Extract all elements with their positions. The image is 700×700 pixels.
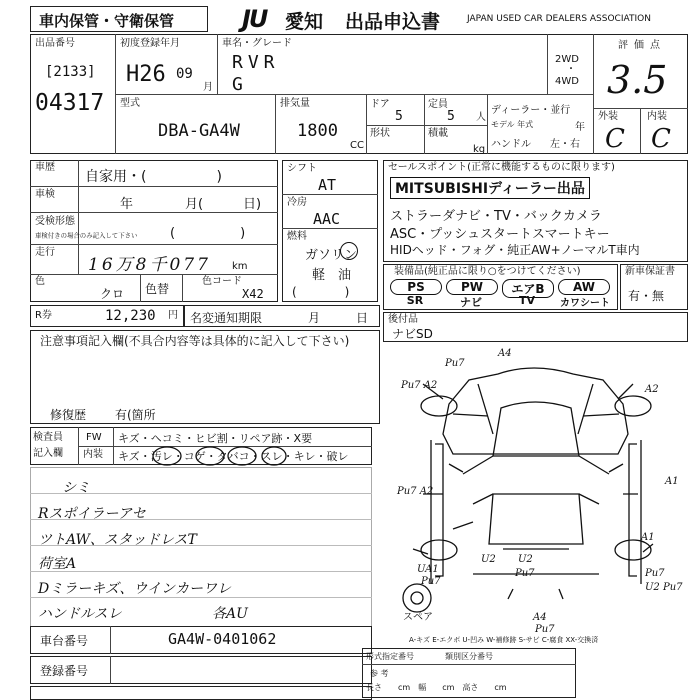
mark-back-a4: A4 xyxy=(533,612,547,623)
model-year-label: モデル 年式 xyxy=(491,120,534,129)
handle-label: ハンドル xyxy=(491,139,531,150)
drive-2wd: 2WD xyxy=(555,54,579,65)
name-change-day: 日 xyxy=(356,311,369,325)
acceptance-note: 車検付きの場合のみ記入して下さい xyxy=(35,231,138,240)
name-change-month: 月 xyxy=(308,311,321,325)
lot-sub-number: [2133] xyxy=(45,64,96,80)
warranty-value: 有・無 xyxy=(628,289,665,303)
mark-rear-left-u2: U2 xyxy=(481,554,496,565)
equipment-tv: TV xyxy=(518,294,536,307)
mark-right-back: U2 Pu7 xyxy=(645,582,683,593)
interior-grade: C xyxy=(651,124,671,154)
drive-4wd: 4WD xyxy=(555,76,579,87)
mark-left-front: Pu7 A2 xyxy=(401,380,438,391)
note-line-6: ハンドルスレ xyxy=(38,606,122,622)
notes-label: 注意事項記入欄(不具合内容等は具体的に記入して下さい) xyxy=(40,334,350,348)
fuel-label: 燃料 xyxy=(287,231,307,242)
chassis-label: 車台番号 xyxy=(40,634,89,648)
mark-left-rear-ua1: UA1 xyxy=(417,564,439,575)
cert-label: 形式指定番号 xyxy=(366,652,414,661)
equipment-pw: PW xyxy=(446,279,498,295)
registration-year: H26 xyxy=(126,62,166,87)
cert-dims: 長さ cm 幅 cm 高さ cm xyxy=(366,683,507,692)
drive-sep: ・ xyxy=(566,64,576,75)
shift-label: シフト xyxy=(287,163,317,174)
score-value: 3.5 xyxy=(607,58,668,102)
cert-class-label: 類別区分番号 xyxy=(445,652,493,661)
interior-label: 内装 xyxy=(647,111,667,122)
equipment-airbag: エアB xyxy=(502,279,554,298)
cert-ref: 参 考 xyxy=(370,669,389,678)
history-value: 自家用・( ) xyxy=(85,169,222,185)
storage-label-box xyxy=(30,6,208,32)
form-title: 出品申込書 xyxy=(345,11,441,33)
doors-label: ドア xyxy=(370,99,390,110)
model-value: DBA-GA4W xyxy=(158,121,240,141)
ju-logo: JU xyxy=(242,5,267,33)
storage-label: 車内保管・守衛保管 xyxy=(39,12,175,30)
recycle-value: 12,230 xyxy=(105,308,156,324)
chassis-number: GA4W-0401062 xyxy=(168,630,277,648)
equipment-navi: ナビ xyxy=(460,296,482,309)
name-change-label: 名変通知期限 xyxy=(190,311,263,325)
registration-month: 09 xyxy=(176,66,193,82)
selling-point-3: ASC・プッシュスタートスマートキー xyxy=(390,227,610,242)
selling-point-2: ストラーダナビ・TV・バックカメラ xyxy=(390,209,602,224)
car-name-label: 車名・グレード xyxy=(222,38,292,49)
color-change-label: 色替 xyxy=(145,282,170,296)
fuel-gasoline: ガソリン xyxy=(305,248,358,263)
inspector-circle-marks xyxy=(150,442,290,468)
inspector-interior-items: キズ・汚レ・コゲ・タバコ・スレ・キレ・破レ xyxy=(118,450,349,463)
bottom-strip xyxy=(30,686,372,700)
note-line-7: 各AU xyxy=(212,606,248,622)
color-code-label: 色コード xyxy=(202,276,242,287)
car-name: RVR xyxy=(232,52,280,73)
mileage-label: 走行 xyxy=(35,247,55,258)
displacement-label: 排気量 xyxy=(280,98,310,109)
capacity-label: 定員 xyxy=(428,99,448,110)
fuel-paren: ( ) xyxy=(292,285,350,299)
mark-right-rear-pu7: Pu7 xyxy=(645,568,665,579)
spare-label: スペア xyxy=(403,612,433,623)
registration-label: 初度登録年月 xyxy=(120,38,180,49)
inspection-month-unit: 月( xyxy=(185,197,204,212)
mark-rear-u2: U2 xyxy=(518,554,533,565)
aftermarket-label: 後付品 xyxy=(388,314,418,325)
exterior-grade: C xyxy=(605,124,625,154)
note-line-2: Rスポイラーアセ xyxy=(38,506,146,522)
equipment-label: 装備品(純正品に限り○をつけてください) xyxy=(394,266,581,277)
selling-point-1: MITSUBISHIディーラー出品 xyxy=(390,177,590,199)
recycle-unit: 円 xyxy=(168,310,178,321)
equipment-sr: SR xyxy=(406,294,424,307)
mark-back-pu7: Pu7 xyxy=(535,624,555,635)
capacity-unit: 人 xyxy=(476,112,486,123)
history-label: 車歴 xyxy=(35,162,55,173)
equipment-aw: AW xyxy=(558,279,610,295)
registration-month-suffix: 月 xyxy=(203,82,213,93)
inspection-year-unit: 年 xyxy=(120,197,134,212)
equipment-ps: PS xyxy=(390,279,442,295)
inspector-fw-label: FW xyxy=(86,432,102,443)
selling-points-label: セールスポイント(正常に機能するものに限ります) xyxy=(388,162,615,173)
aftermarket-value: ナビSD xyxy=(392,327,433,341)
inspection-day-unit: 日) xyxy=(243,197,262,212)
org-name: 愛知 xyxy=(285,11,324,33)
note-line-5: Dミラーキズ、ウインカーワレ xyxy=(38,581,231,597)
ac-value: AAC xyxy=(313,210,341,228)
exterior-label: 外装 xyxy=(598,111,618,122)
mileage-value: 16万8千077 xyxy=(88,255,211,275)
equipment-leather-seat: カワシート xyxy=(560,298,610,309)
color-code: X42 xyxy=(242,287,264,301)
mark-right-rear: A1 xyxy=(641,532,655,543)
handle-options: 左・右 xyxy=(550,139,580,150)
fuel-circle-mark xyxy=(340,242,358,260)
damage-legend: A-キズ E-エクボ U-凹み W-補修跡 S-サビ C-腐食 XX-交換済 xyxy=(409,636,599,644)
load-unit: kg xyxy=(473,144,486,155)
note-line-4: 荷室A xyxy=(38,556,77,572)
model-year-unit: 年 xyxy=(575,122,585,133)
fuel-diesel: 軽 油 xyxy=(312,268,352,283)
lot-number: 04317 xyxy=(35,90,105,116)
dealer-import: ディーラー・並行 xyxy=(491,105,571,116)
displacement-value: 1800 xyxy=(297,121,338,141)
mark-left-rear-pu7: Pu7 xyxy=(421,576,441,587)
note-line-1: シミ xyxy=(62,480,90,496)
model-label: 型式 xyxy=(120,98,140,109)
inspector-fw-items: キズ・ヘコミ・ヒビ割・リペア跡・X要 xyxy=(118,432,313,445)
inspection-label: 車検 xyxy=(35,189,55,200)
acceptance-paren: ( ) xyxy=(170,226,246,241)
color-label: 色 xyxy=(35,276,45,287)
mark-rear-pu7: Pu7 xyxy=(515,568,535,579)
recycle-label: R券 xyxy=(35,310,52,321)
car-damage-diagram xyxy=(383,344,688,644)
capacity-value: 5 xyxy=(447,109,455,124)
ac-label: 冷房 xyxy=(287,197,307,208)
mark-front-pu7: Pu7 xyxy=(445,358,465,369)
repair-label: 修復歴 xyxy=(50,408,87,422)
mileage-unit: km xyxy=(232,261,248,272)
displacement-unit: CC xyxy=(350,140,364,151)
load-label: 積載 xyxy=(428,128,448,139)
color-value: クロ xyxy=(100,287,125,301)
inspector-label: 検査員 xyxy=(33,432,63,443)
car-grade: G xyxy=(232,74,243,95)
mark-right-door: A1 xyxy=(665,476,679,487)
lot-label: 出品番号 xyxy=(35,38,75,49)
reg-number-label: 登録番号 xyxy=(40,664,89,678)
shape-label: 形状 xyxy=(370,128,390,139)
selling-point-4: HIDヘッド・フォグ・純正AW+ノーマルT車内 xyxy=(390,243,640,257)
note-line-3: ツトAW、スタッドレスT xyxy=(38,532,197,548)
association-name: JAPAN USED CAR DEALERS ASSOCIATION xyxy=(467,14,651,24)
inspector-entry-label: 記入欄 xyxy=(33,448,63,459)
warranty-label: 新車保証書 xyxy=(625,266,675,277)
mark-right-front: A2 xyxy=(645,384,659,395)
mark-left-door: Pu7 A2 xyxy=(397,486,434,497)
inspector-interior-label: 内装 xyxy=(83,449,103,460)
score-label: 評価点 xyxy=(618,40,666,51)
shift-value: AT xyxy=(318,176,337,194)
doors-value: 5 xyxy=(395,109,403,124)
acceptance-label: 受検形態 xyxy=(35,216,75,227)
mark-front-a4: A4 xyxy=(498,348,512,359)
repair-value: 有(箇所 xyxy=(115,408,156,422)
